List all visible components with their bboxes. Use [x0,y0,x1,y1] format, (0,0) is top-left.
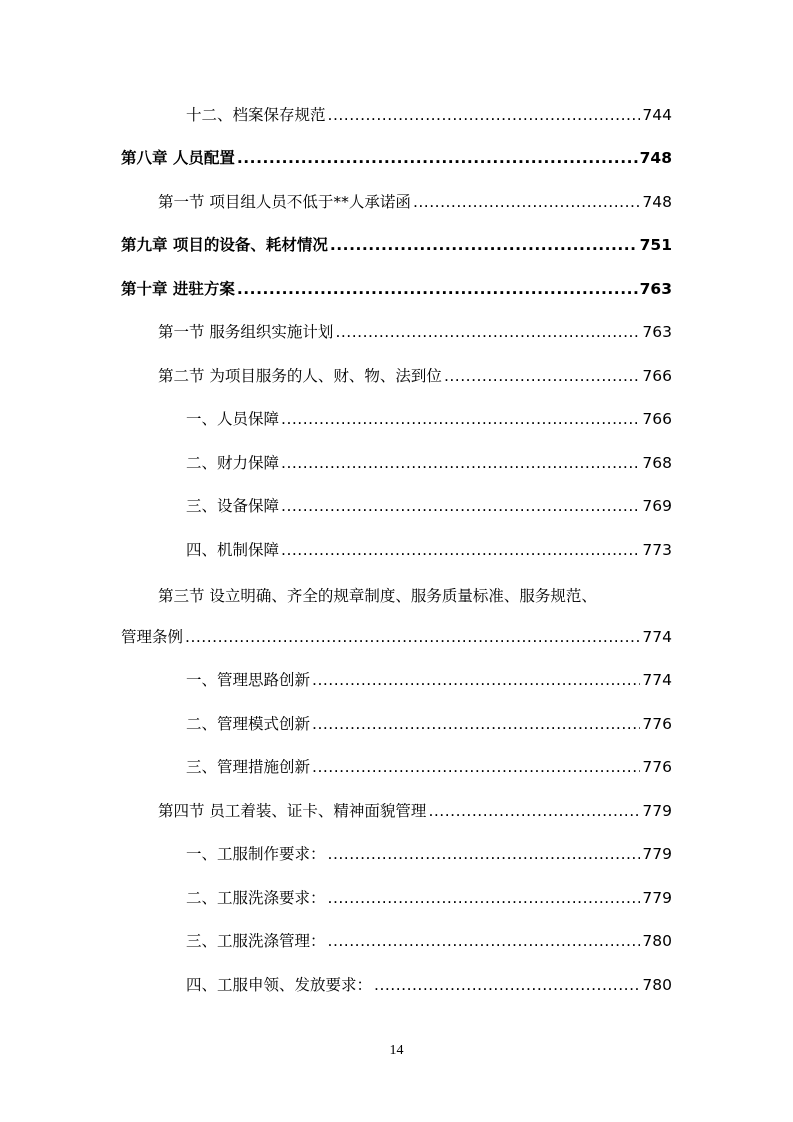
toc-entry[interactable] [158,320,672,350]
toc-entry-title: 二、财力保障 [186,454,280,472]
toc-entry-page: 773 [642,541,672,559]
toc-entry-page: 744 [642,106,672,124]
toc-entry-title: 第四节 员工着装、证卡、精神面貌管理 [158,802,427,820]
dot-leader [312,671,640,689]
toc-entry-title: 二、管理模式创新 [186,715,311,733]
toc-entry-page: 763 [639,280,672,298]
dot-leader [185,628,640,646]
toc-entry-title: 一、工服制作要求： [186,845,326,863]
toc-entry[interactable] [186,755,672,785]
toc-entry-page: 748 [639,149,672,167]
dot-leader [312,715,640,733]
toc-entry-title: 一、人员保障 [186,410,280,428]
dot-leader [335,323,640,341]
dot-leader [374,976,640,994]
toc-entry-page: 766 [642,410,672,428]
toc-chapter-entry[interactable] [121,277,672,307]
toc-entry[interactable] [186,842,672,872]
dot-leader [281,454,640,472]
dot-leader [428,802,640,820]
toc-entry[interactable] [186,407,672,437]
toc-entry-title: 一、管理思路创新 [186,671,311,689]
dot-leader [444,367,640,385]
dot-leader [237,149,638,167]
toc-entry-page: 774 [642,628,672,646]
toc-entry-title-line2: 管理条例 [121,628,184,646]
toc-entry-title: 第二节 为项目服务的人、财、物、法到位 [158,367,442,385]
toc-entry-title: 第八章 人员配置 [121,149,235,167]
toc-entry-page: 769 [642,497,672,515]
dot-leader [312,758,640,776]
toc-chapter-entry[interactable] [121,233,672,263]
toc-entry-page: 774 [642,671,672,689]
toc-entry-page: 763 [642,323,672,341]
toc-entry[interactable] [186,929,672,959]
toc-entry-title-line1[interactable]: 第三节 设立明确、齐全的规章制度、服务质量标准、服务规范、 [158,587,597,605]
toc-chapter-entry[interactable] [121,146,672,176]
toc-entry[interactable] [186,668,672,698]
toc-entry-title: 三、设备保障 [186,497,280,515]
dot-leader [237,280,638,298]
toc-entry-page: 779 [642,802,672,820]
dot-leader [281,541,640,559]
page-number: 14 [389,1043,404,1058]
toc-entry[interactable] [121,625,672,655]
toc-entry-title: 三、工服洗涤管理： [186,932,326,950]
toc-entry-page: 776 [642,715,672,733]
toc-entry[interactable] [186,538,672,568]
dot-leader [328,106,641,124]
toc-entry-title: 二、工服洗涤要求： [186,889,326,907]
toc-entry-title: 四、工服申领、发放要求： [186,976,373,994]
toc-entry-title: 第十章 进驻方案 [121,280,235,298]
toc-entry-title: 第一节 项目组人员不低于**人承诺函 [158,193,411,211]
toc-entry-title: 四、机制保障 [186,541,280,559]
dot-leader [330,236,638,254]
dot-leader [281,497,640,515]
toc-entry-page: 776 [642,758,672,776]
dot-leader [328,889,641,907]
dot-leader [328,932,641,950]
toc-entry[interactable] [186,494,672,524]
toc-entry-page: 748 [642,193,672,211]
toc-entry[interactable] [186,451,672,481]
toc-entry[interactable] [158,799,672,829]
toc-entry-page: 779 [642,845,672,863]
toc-entry-page: 751 [639,236,672,254]
dot-leader [328,845,641,863]
toc-entry-title: 十二、档案保存规范 [186,106,326,124]
dot-leader [413,193,640,211]
toc-entry[interactable] [186,712,672,742]
toc-entry-title: 第一节 服务组织实施计划 [158,323,334,341]
toc-entry[interactable] [186,103,672,133]
toc-entry-page: 766 [642,367,672,385]
toc-entry[interactable] [158,364,672,394]
toc-entry-title: 第九章 项目的设备、耗材情况 [121,236,328,254]
toc-entry-title: 三、管理措施创新 [186,758,311,776]
toc-entry-page: 768 [642,454,672,472]
dot-leader [281,410,640,428]
toc-entry[interactable] [186,886,672,916]
toc-entry[interactable] [158,190,672,220]
toc-entry[interactable] [186,973,672,1003]
toc-entry-page: 780 [642,976,672,994]
toc-entry-page: 779 [642,889,672,907]
toc-entry-page: 780 [642,932,672,950]
